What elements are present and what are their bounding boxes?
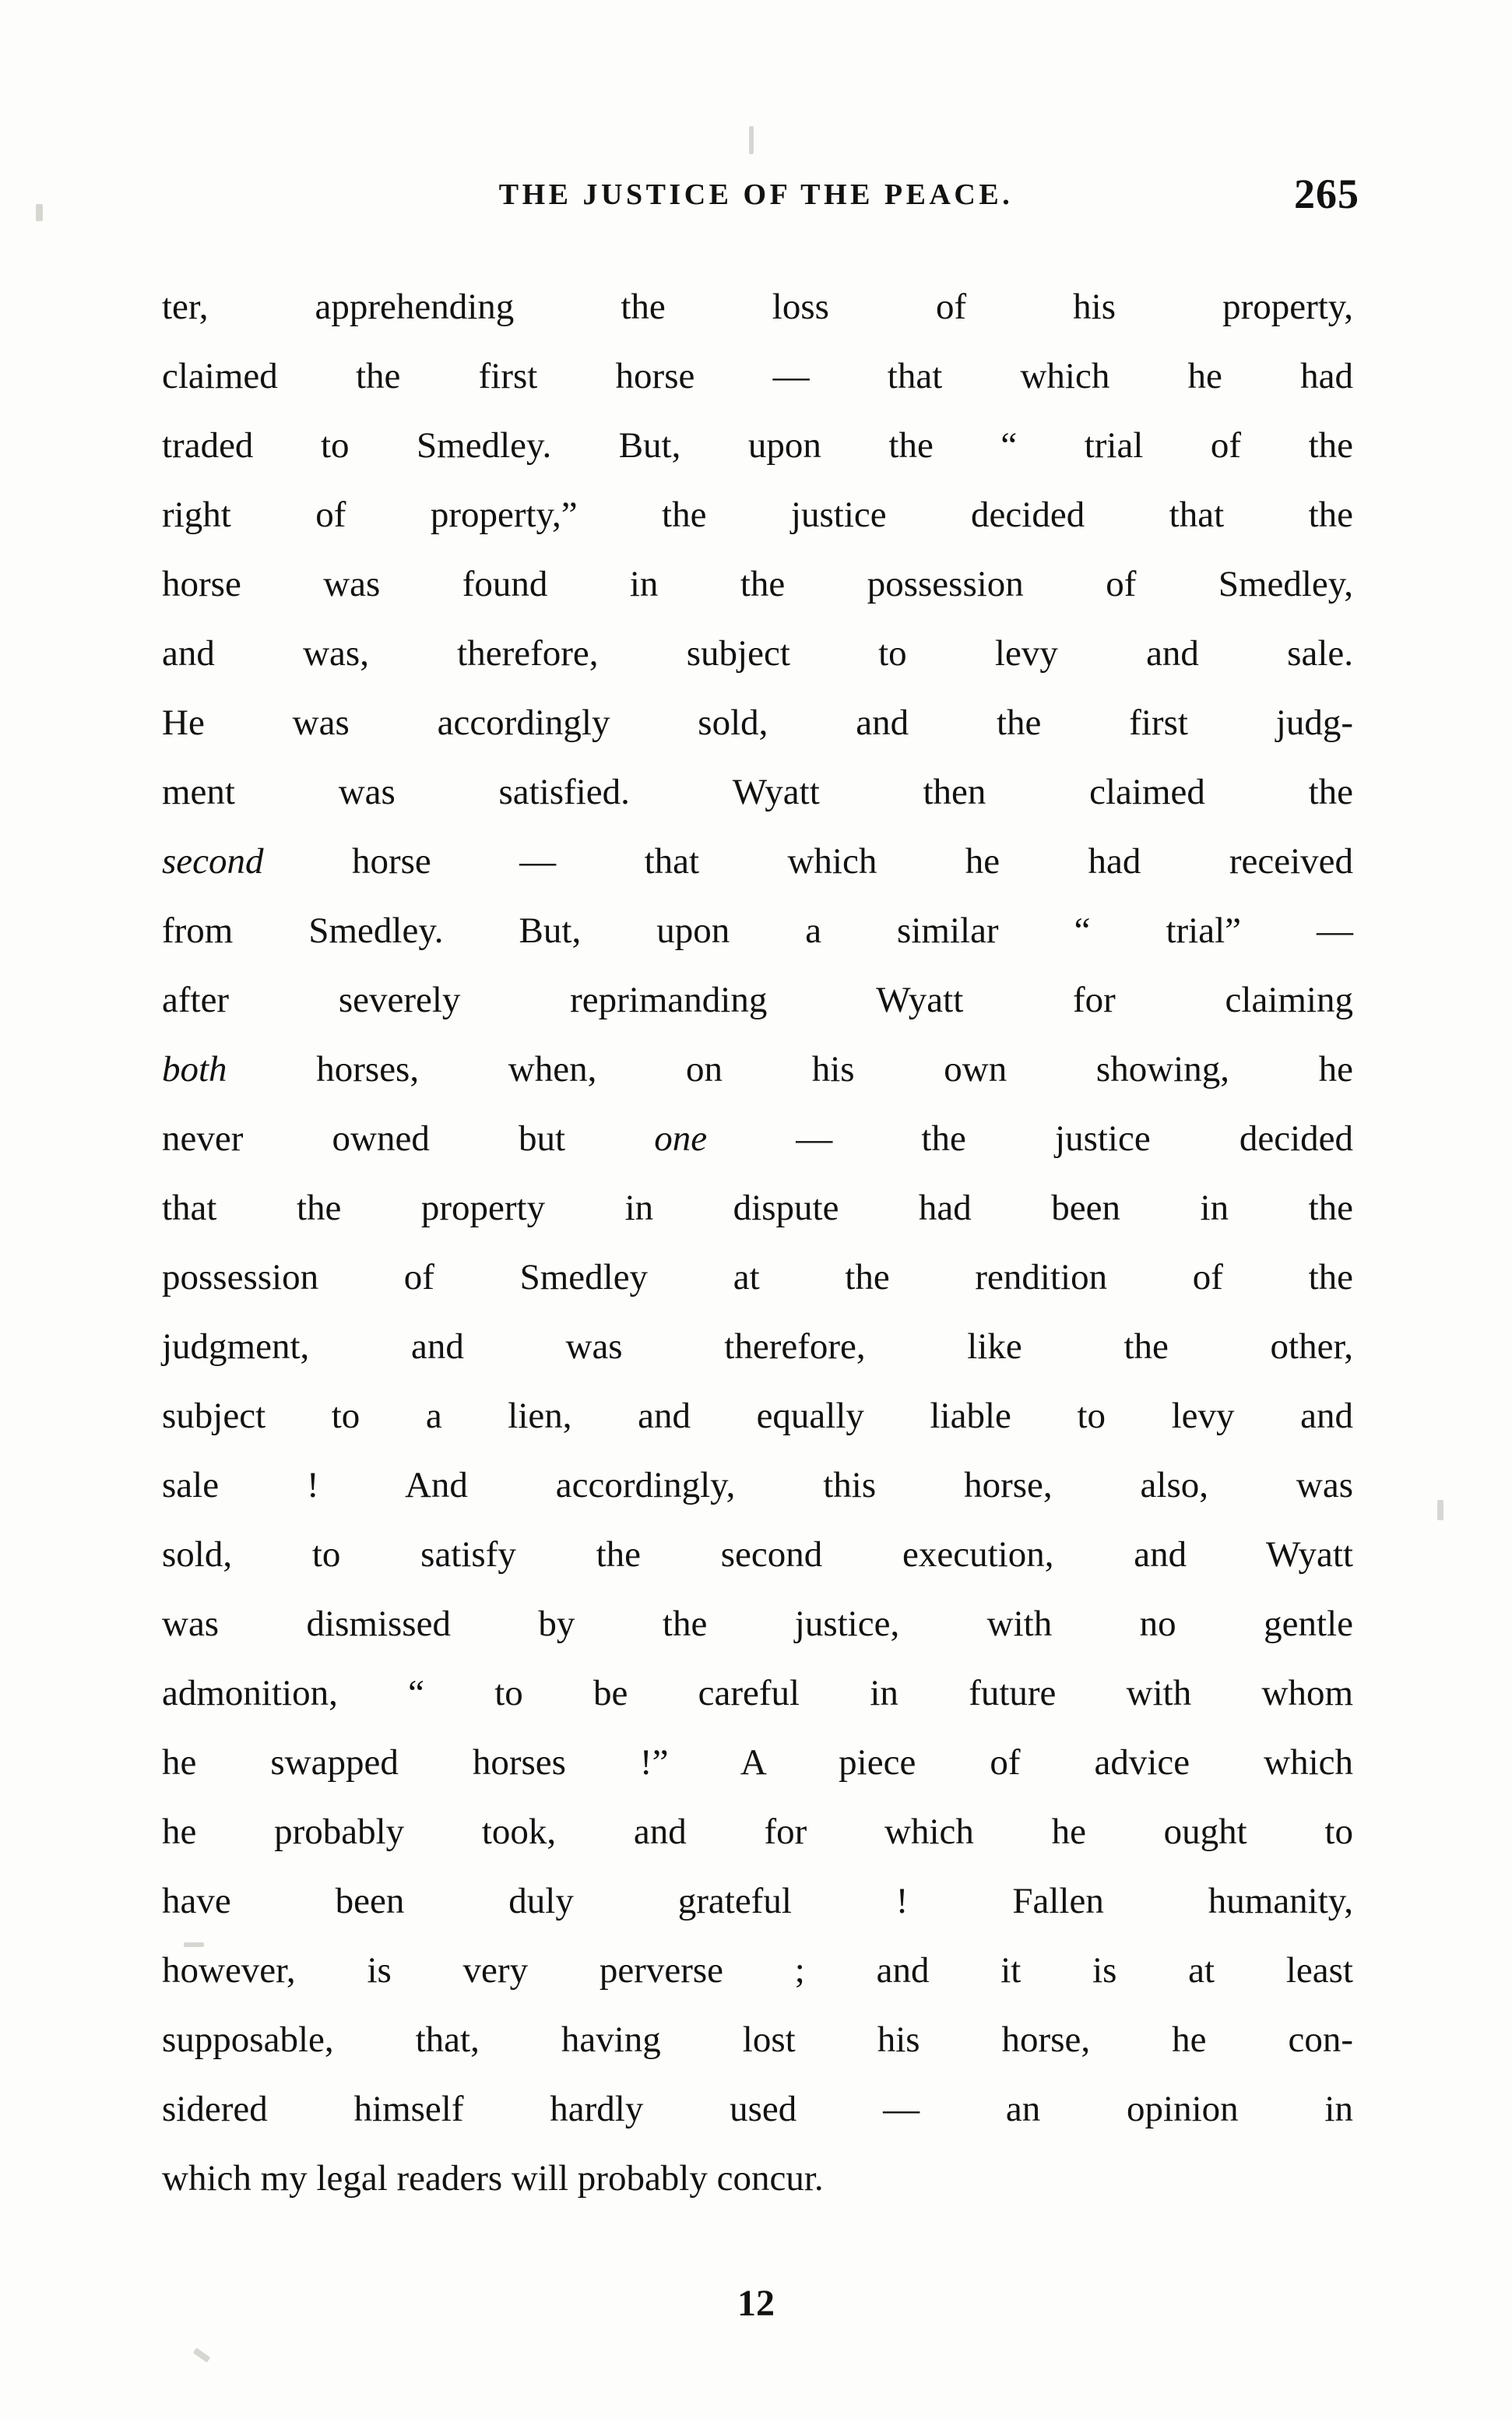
text-line: possession of Smedley at the rendition of the: [162, 1257, 1353, 1298]
text-line: sale ! And accordingly, this horse, also, was: [162, 1465, 1353, 1505]
text-line: sidered himself hardly used — an opinion in: [162, 2089, 1353, 2129]
text-line-rest: horse — that which he had received: [263, 841, 1353, 882]
running-head: THE JUSTICE OF THE PEACE.: [498, 178, 1014, 211]
page-speck: [749, 126, 754, 154]
text-line-rest: horses, when, on his own showing, he: [227, 1049, 1353, 1090]
paragraph: [162, 273, 1353, 2213]
text-line-italic-lead: [162, 827, 1353, 896]
page-number: 265: [1294, 171, 1359, 217]
text-line-italic-lead: [162, 1035, 1353, 1104]
page-speck: [193, 2347, 211, 2362]
text-line: he probably took, and for which he ought to: [162, 1812, 1353, 1852]
page-header: [0, 171, 1512, 224]
text-line-tail: — the justice decided: [707, 1118, 1354, 1159]
signature-mark: 12: [737, 2283, 775, 2324]
text-line: after severely reprimanding Wyatt for claiming: [162, 980, 1353, 1020]
text-line: was dismissed by the justice, with no gentle: [162, 1604, 1353, 1644]
text-line: sold, to satisfy the second execution, and Wyatt: [162, 1534, 1353, 1575]
italic-word-second: second: [162, 841, 264, 882]
text-line: horse was found in the possession of Smedley,: [162, 564, 1353, 604]
text-line: claimed the first horse — that which he had: [162, 356, 1353, 396]
text-line: that the property in dispute had been in the: [162, 1188, 1353, 1228]
text-line: ment was satisfied. Wyatt then claimed the: [162, 772, 1353, 812]
text-line: supposable, that, having lost his horse, he con-: [162, 2019, 1353, 2060]
page-speck: [1437, 1500, 1443, 1520]
body-text: [162, 273, 1353, 2213]
text-line: from Smedley. But, upon a similar “ trial” —: [162, 910, 1353, 951]
text-line: subject to a lien, and equally liable to levy and: [162, 1396, 1353, 1436]
text-line: judgment, and was therefore, like the other,: [162, 1326, 1353, 1367]
italic-word-one: one: [654, 1118, 708, 1159]
text-line: ter, apprehending the loss of his property,: [162, 287, 1353, 327]
text-line: right of property,” the justice decided that the: [162, 495, 1353, 535]
text-line: He was accordingly sold, and the first judg-: [162, 702, 1353, 743]
text-line: he swapped horses !” A piece of advice which: [162, 1742, 1353, 1783]
text-line: and was, therefore, subject to levy and sale.: [162, 633, 1353, 674]
text-line: admonition, “ to be careful in future with whom: [162, 1673, 1353, 1713]
text-line-italic-mid: [162, 1104, 1353, 1174]
text-line: have been duly grateful ! Fallen humanity,: [162, 1881, 1353, 1921]
text-line-head: never owned but: [162, 1118, 655, 1159]
italic-word-both: both: [162, 1049, 227, 1090]
text-line: traded to Smedley. But, upon the “ trial of the: [162, 425, 1353, 466]
text-line: which my legal readers will probably concur.: [162, 2158, 824, 2199]
text-line: however, is very perverse ; and it is at least: [162, 1950, 1353, 1991]
